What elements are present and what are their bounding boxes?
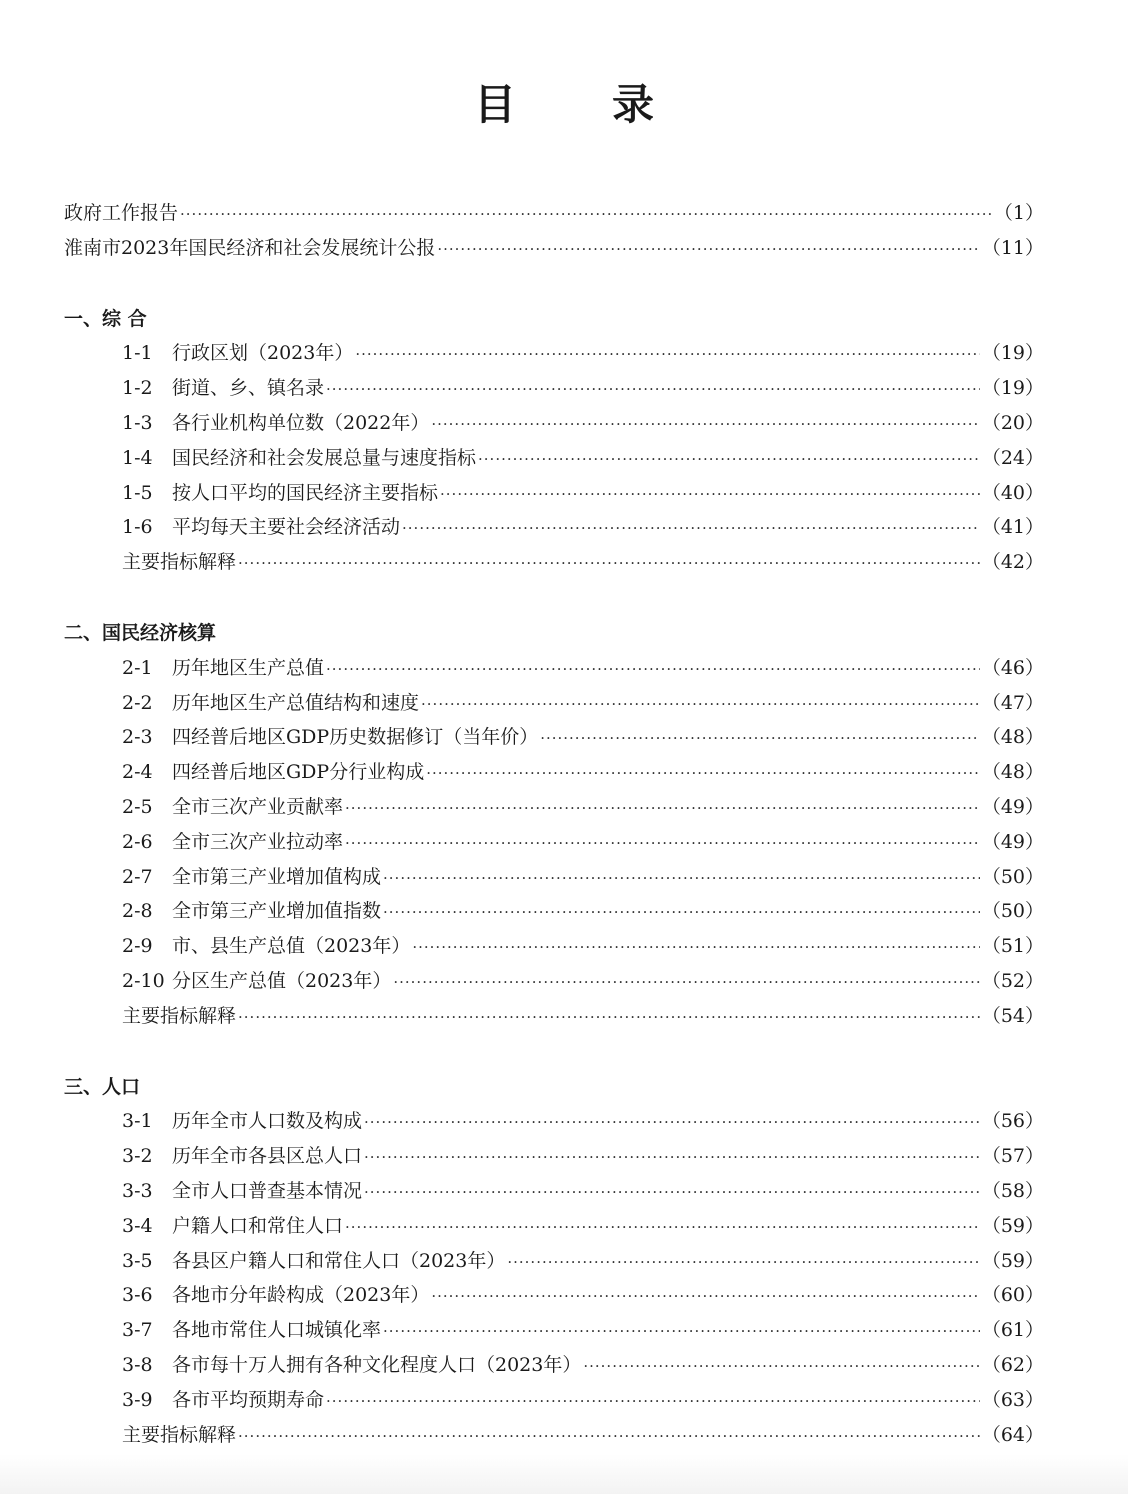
title-char-2: 录 xyxy=(612,80,655,129)
toc-entry-label: 各行业机构单位数（2022年） xyxy=(172,411,430,434)
toc-entry[interactable] xyxy=(64,1209,1044,1244)
page-title xyxy=(0,72,1128,132)
dot-leader xyxy=(326,372,980,407)
toc-entry[interactable] xyxy=(64,1383,1044,1418)
toc-page-number: （48） xyxy=(981,726,1044,749)
toc-entry[interactable] xyxy=(64,929,1044,964)
toc-entry[interactable] xyxy=(64,964,1044,999)
toc-entry[interactable] xyxy=(64,441,1044,476)
toc-entry-statistical-bulletin[interactable] xyxy=(64,231,1044,266)
toc-page-number: （62） xyxy=(981,1353,1044,1376)
toc-entry-number: 2-9 xyxy=(122,935,153,958)
toc-entry-label: 历年全市各县区总人口 xyxy=(172,1145,363,1168)
section-heading-national-accounts: 二、国民经济核算 xyxy=(64,621,217,644)
dot-leader xyxy=(440,477,980,512)
toc-entry-label: 四经普后地区GDP历史数据修订（当年价） xyxy=(172,726,539,749)
dot-leader xyxy=(180,197,992,232)
dot-leader xyxy=(507,1245,979,1280)
toc-entry-label: 四经普后地区GDP分行业构成 xyxy=(172,761,425,784)
toc-entry-number: 1-5 xyxy=(122,481,153,504)
toc-entry-label: 主要指标解释 xyxy=(122,1004,237,1027)
dot-leader xyxy=(326,652,980,687)
toc-page-number: （47） xyxy=(981,691,1044,714)
toc-entry-label: 平均每天主要社会经济活动 xyxy=(172,516,401,539)
toc-page-number: （42） xyxy=(981,551,1044,574)
toc-page-number: （51） xyxy=(981,935,1044,958)
toc-entry[interactable] xyxy=(64,825,1044,860)
dot-leader xyxy=(364,1105,980,1140)
toc-entry-label: 户籍人口和常住人口 xyxy=(172,1214,344,1237)
dot-leader xyxy=(383,895,980,930)
toc-page-number: （61） xyxy=(981,1319,1044,1342)
toc-entry-label: 分区生产总值（2023年） xyxy=(172,969,392,992)
toc-entry-number: 3-5 xyxy=(122,1249,153,1272)
dot-leader xyxy=(402,511,980,546)
toc-entry-number: 1-4 xyxy=(122,446,153,469)
toc-page-number: （54） xyxy=(981,1004,1044,1027)
toc-page-number: （57） xyxy=(981,1145,1044,1168)
dot-leader xyxy=(355,337,979,372)
toc-entry-number: 1-6 xyxy=(122,516,153,539)
toc-page-number: （19） xyxy=(981,342,1044,365)
dot-leader xyxy=(540,721,980,756)
toc-entry-number: 3-4 xyxy=(122,1214,153,1237)
toc-entry-label: 全市三次产业拉动率 xyxy=(172,830,344,853)
toc-entry[interactable] xyxy=(64,1244,1044,1279)
dot-leader xyxy=(238,1000,980,1035)
dot-leader xyxy=(238,1419,980,1454)
toc-entry-number: 1-1 xyxy=(122,342,153,365)
toc-entry-label: 全市三次产业贡献率 xyxy=(172,795,344,818)
toc-entry-label: 国民经济和社会发展总量与速度指标 xyxy=(172,446,477,469)
toc-entry[interactable] xyxy=(64,476,1044,511)
dot-leader xyxy=(345,1210,980,1245)
dot-leader xyxy=(478,442,980,477)
toc-page-number: （24） xyxy=(981,446,1044,469)
dot-leader xyxy=(345,826,980,861)
toc-entry-number: 2-3 xyxy=(122,726,153,749)
toc-page-number: （52） xyxy=(981,969,1044,992)
toc-entry-number: 3-9 xyxy=(122,1388,153,1411)
toc-page-number: （50） xyxy=(981,900,1044,923)
dot-leader xyxy=(431,407,979,442)
toc-entry-label: 全市人口普查基本情况 xyxy=(172,1179,363,1202)
dot-leader xyxy=(383,1314,980,1349)
toc-entry-label: 各市每十万人拥有各种文化程度人口（2023年） xyxy=(172,1353,582,1376)
toc-page-number: （64） xyxy=(981,1423,1044,1446)
dot-leader xyxy=(431,1279,979,1314)
section-heading-population: 三、人口 xyxy=(64,1075,141,1098)
toc-entry-number: 3-7 xyxy=(122,1319,153,1342)
toc-page-number: （59） xyxy=(981,1249,1044,1272)
toc-entry-label: 淮南市2023年国民经济和社会发展统计公报 xyxy=(64,236,436,259)
toc-entry-label: 主要指标解释 xyxy=(122,1423,237,1446)
toc-entry-label: 各市平均预期寿命 xyxy=(172,1388,325,1411)
toc-entry-label: 全市第三产业增加值构成 xyxy=(172,865,382,888)
toc-entry[interactable] xyxy=(64,860,1044,895)
toc-page-number: （46） xyxy=(981,656,1044,679)
toc-entry-number: 2-10 xyxy=(122,969,165,992)
toc-entry[interactable] xyxy=(64,1348,1044,1383)
dot-leader xyxy=(421,687,980,722)
table-of-contents xyxy=(64,196,1044,1452)
toc-entry-number: 2-8 xyxy=(122,900,153,923)
toc-page-number: （58） xyxy=(981,1179,1044,1202)
dot-leader xyxy=(393,965,979,1000)
toc-entry[interactable] xyxy=(64,336,1044,371)
toc-entry-number: 2-7 xyxy=(122,865,153,888)
toc-entry-label: 主要指标解释 xyxy=(122,551,237,574)
toc-entry-label: 街道、乡、镇名录 xyxy=(172,377,325,400)
toc-entry-label: 政府工作报告 xyxy=(64,202,179,224)
dot-leader xyxy=(383,861,980,896)
toc-page-number: （11） xyxy=(981,236,1044,259)
toc-entry-number: 2-4 xyxy=(122,761,153,784)
toc-entry-label: 历年地区生产总值结构和速度 xyxy=(172,691,420,714)
toc-entry-indicator-notes[interactable] xyxy=(64,1418,1044,1453)
dot-leader xyxy=(345,791,980,826)
toc-page-number: （59） xyxy=(981,1214,1044,1237)
toc-entry[interactable] xyxy=(64,1174,1044,1209)
toc-entry[interactable] xyxy=(64,790,1044,825)
dot-leader xyxy=(326,1384,980,1419)
toc-entry-label: 历年全市人口数及构成 xyxy=(172,1110,363,1133)
toc-page-number: （41） xyxy=(981,516,1044,539)
toc-entry-label: 各地市常住人口城镇化率 xyxy=(172,1319,382,1342)
toc-entry-number: 2-5 xyxy=(122,795,153,818)
dot-leader xyxy=(583,1349,979,1384)
dot-leader xyxy=(364,1140,980,1175)
toc-entry[interactable] xyxy=(64,1104,1044,1139)
toc-page-number: （63） xyxy=(981,1388,1044,1411)
toc-page-number: （49） xyxy=(981,830,1044,853)
dot-leader xyxy=(238,546,980,581)
toc-entry-number: 3-8 xyxy=(122,1353,153,1376)
toc-entry[interactable] xyxy=(64,1278,1044,1313)
toc-entry-number: 3-2 xyxy=(122,1145,153,1168)
toc-entry-label: 市、县生产总值（2023年） xyxy=(172,935,411,958)
toc-entry-label: 按人口平均的国民经济主要指标 xyxy=(172,481,439,504)
title-char-1: 目 xyxy=(473,80,516,129)
dot-leader xyxy=(426,756,980,791)
toc-entry-number: 3-1 xyxy=(122,1110,153,1133)
section-heading-general: 一、综 合 xyxy=(64,307,147,330)
toc-entry-label: 全市第三产业增加值指数 xyxy=(172,900,382,923)
toc-entry[interactable] xyxy=(64,651,1044,686)
toc-entry-number: 2-6 xyxy=(122,830,153,853)
toc-entry-indicator-notes[interactable] xyxy=(64,545,1044,580)
toc-entry-indicator-notes[interactable] xyxy=(64,999,1044,1034)
toc-page-number: （48） xyxy=(981,761,1044,784)
dot-leader xyxy=(437,232,979,267)
toc-entry-label: 历年地区生产总值 xyxy=(172,656,325,679)
toc-entry-number: 1-2 xyxy=(122,377,153,400)
toc-entry-number: 3-3 xyxy=(122,1179,153,1202)
toc-entry[interactable] xyxy=(64,755,1044,790)
toc-page-number: （40） xyxy=(981,481,1044,504)
toc-page-number: （1） xyxy=(993,202,1044,224)
toc-page-number: （56） xyxy=(981,1110,1044,1133)
toc-entry-number: 2-2 xyxy=(122,691,153,714)
toc-page-number: （19） xyxy=(981,377,1044,400)
toc-entry[interactable] xyxy=(64,510,1044,545)
toc-entry-government-report[interactable] xyxy=(64,196,1044,231)
toc-entry[interactable] xyxy=(64,894,1044,929)
toc-page-number: （50） xyxy=(981,865,1044,888)
toc-entry-number: 1-3 xyxy=(122,411,153,434)
dot-leader xyxy=(364,1175,980,1210)
toc-entry-label: 行政区划（2023年） xyxy=(172,342,354,365)
toc-entry-number: 3-6 xyxy=(122,1284,153,1307)
toc-page-number: （49） xyxy=(981,795,1044,818)
toc-page-number: （20） xyxy=(981,411,1044,434)
toc-entry[interactable] xyxy=(64,686,1044,721)
toc-entry[interactable] xyxy=(64,371,1044,406)
page-bottom-shadow xyxy=(0,1454,1128,1494)
toc-entry[interactable] xyxy=(64,1313,1044,1348)
toc-entry-label: 各地市分年龄构成（2023年） xyxy=(172,1284,430,1307)
toc-entry[interactable] xyxy=(64,1139,1044,1174)
toc-entry[interactable] xyxy=(64,406,1044,441)
dot-leader xyxy=(412,930,979,965)
toc-entry-label: 各县区户籍人口和常住人口（2023年） xyxy=(172,1249,506,1272)
toc-page-number: （60） xyxy=(981,1284,1044,1307)
toc-entry-number: 2-1 xyxy=(122,656,153,679)
toc-entry[interactable] xyxy=(64,720,1044,755)
